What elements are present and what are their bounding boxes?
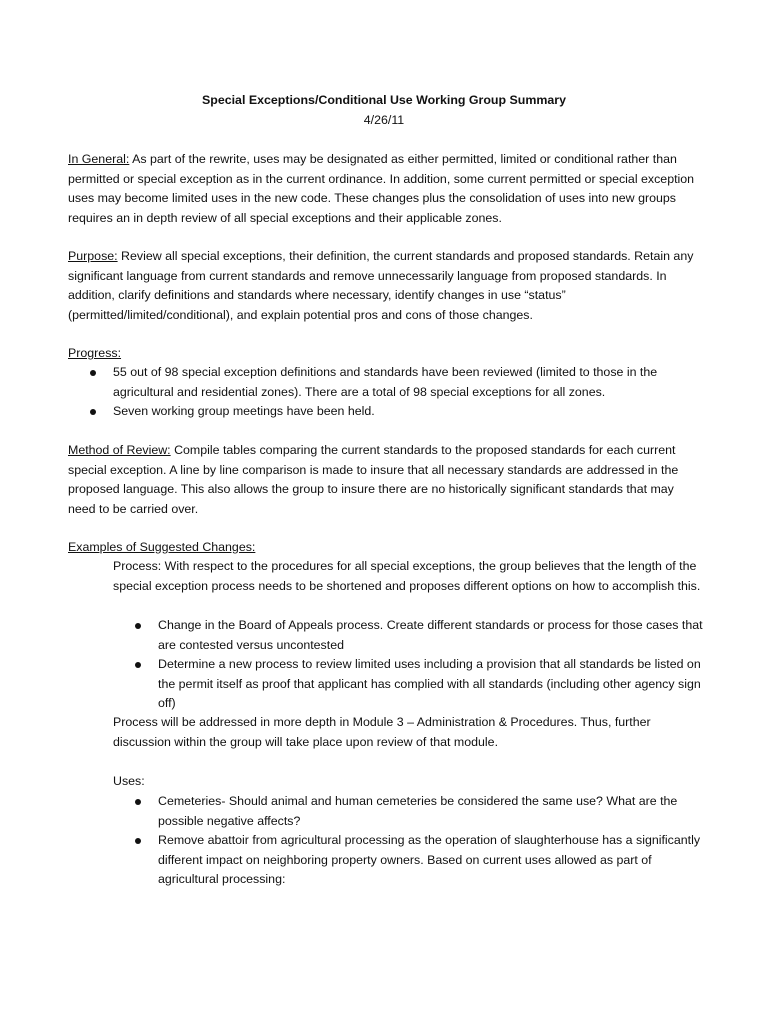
process-intro: Process: With respect to the procedures for all special exceptions, the group believes that the length of the special exception process needs to be shortened and proposes different options on how to accomplish this. bbox=[113, 559, 701, 593]
bullet-icon bbox=[135, 623, 141, 629]
uses-label: Uses: bbox=[113, 774, 145, 788]
bullet-icon bbox=[135, 662, 141, 668]
bullet-icon bbox=[90, 409, 96, 415]
process-item: Determine a new process to review limited uses including a provision that all standards be listed on the permit itself as proof that applicant has complied with all standards (including other agency sign off) bbox=[158, 657, 701, 710]
method-heading: Method of Review: bbox=[68, 443, 171, 457]
document-date: 4/26/11 bbox=[363, 113, 405, 127]
process-outro: Process will be addressed in more depth in Module 3 – Administration & Procedures. Thus, further discussion within the group will take place upon review of that module. bbox=[113, 715, 651, 749]
method-text: Compile tables comparing the current standards to the proposed standards for each current special exception. A line by line comparison is made to insure that all necessary standards are addressed in the proposed language. This also allows the group to insure there are no historically significant standards that may need to be carried over. bbox=[68, 443, 679, 516]
progress-item: Seven working group meetings have been held. bbox=[113, 404, 375, 418]
purpose-paragraph bbox=[68, 247, 704, 325]
progress-item: 55 out of 98 special exception definitions and standards have been reviewed (limited to those in the agricultural and residential zones). There are a total of 98 special exceptions for all zones. bbox=[113, 365, 658, 399]
general-heading: In General: bbox=[68, 152, 130, 166]
method-paragraph bbox=[68, 441, 704, 519]
general-paragraph bbox=[68, 150, 704, 228]
general-text: As part of the rewrite, uses may be designated as either permitted, limited or conditional rather than permitted or special exception as in the current ordinance. In addition, some current permitted or special exception uses may become limited uses in the new code. These changes plus the consolidation of uses into new groups requires an in depth review of all special exceptions and their applicable zones. bbox=[68, 152, 695, 225]
progress-heading: Progress: bbox=[68, 346, 122, 360]
process-item: Change in the Board of Appeals process. Create different standards or process for those cases that are contested versus uncontested bbox=[158, 618, 703, 652]
bullet-icon bbox=[135, 799, 141, 805]
purpose-text: Review all special exceptions, their definition, the current standards and proposed standards. Retain any significant language from current standards and remove unnecessarily language from proposed standards. In addition, clarify definitions and standards where necessary, identify changes in use “status” (permitted/limited/conditional), and explain potential pros and cons of those changes. bbox=[68, 249, 694, 322]
bullet-icon bbox=[90, 370, 96, 376]
uses-item: Remove abattoir from agricultural processing as the operation of slaughterhouse has a significantly different impact on neighboring property owners. Based on current uses allowed as part of agricultural processing: bbox=[158, 833, 701, 886]
document-title: Special Exceptions/Conditional Use Working Group Summary bbox=[202, 93, 566, 107]
purpose-heading: Purpose: bbox=[68, 249, 118, 263]
uses-item: Cemeteries- Should animal and human cemeteries be considered the same use? What are the possible negative affects? bbox=[158, 794, 678, 828]
bullet-icon bbox=[135, 838, 141, 844]
examples-heading: Examples of Suggested Changes: bbox=[68, 540, 256, 554]
